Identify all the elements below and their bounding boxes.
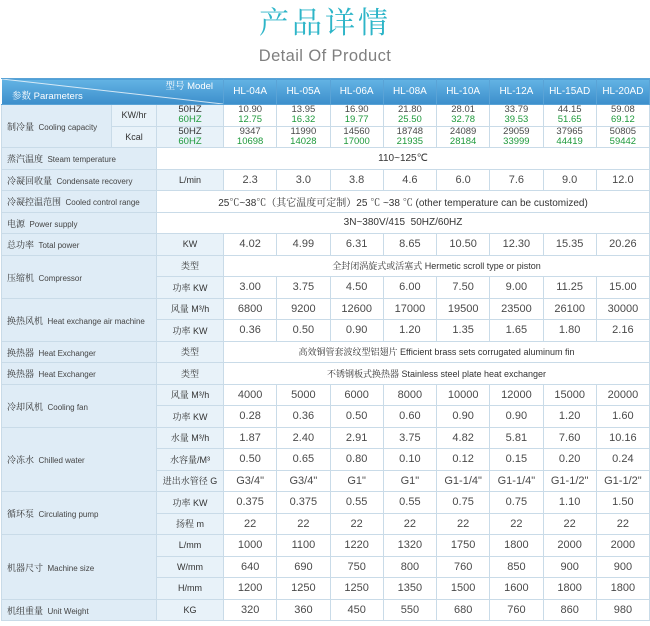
spec-body — [2, 105, 650, 621]
spec-row — [2, 212, 650, 234]
value-cell: 2000 — [596, 535, 649, 557]
param-label — [2, 363, 157, 385]
value-cell — [330, 105, 383, 127]
value-cell: 1200 — [224, 578, 277, 600]
value-cell: 760 — [437, 556, 490, 578]
frequency-50hz: 50HZ — [178, 104, 202, 116]
spec-row — [2, 191, 650, 213]
value-cell: 22 — [330, 513, 383, 535]
value-60hz: 33999 — [503, 135, 530, 147]
value-50hz: 10.90 — [238, 104, 263, 116]
value-cell: 22 — [277, 513, 330, 535]
unit-cell: 功率 KW — [157, 320, 224, 342]
value-50hz: 24089 — [449, 126, 477, 137]
value-cell: 2.16 — [596, 320, 649, 342]
value-cell: 450 — [330, 599, 383, 621]
value-50hz: 37965 — [556, 126, 583, 137]
spec-row — [2, 148, 650, 170]
param-label — [2, 427, 157, 492]
value-cell: 1.35 — [437, 320, 490, 342]
param-label — [2, 234, 157, 256]
model-header-label: 型号 Model — [165, 81, 214, 92]
spanned-value-cell: 110~125℃ — [157, 148, 650, 170]
value-cell: G1" — [383, 470, 436, 492]
value-cell: 0.20 — [543, 449, 596, 471]
value-60hz: 21935 — [396, 135, 424, 147]
param-label-en: Chilled water — [38, 456, 85, 466]
unit-cell: 水量 M³/h — [157, 427, 224, 449]
value-cell: 0.90 — [330, 320, 383, 342]
value-cell: 26100 — [543, 298, 596, 320]
unit-cell: H/mm — [157, 578, 224, 600]
value-cell: 0.10 — [383, 449, 436, 471]
value-cell: 0.60 — [383, 406, 436, 428]
param-label-cn: 机器尺寸 — [7, 562, 44, 573]
model-header: HL-08A — [383, 79, 436, 105]
value-cell: 15.35 — [543, 234, 596, 256]
value-cell: 22 — [596, 513, 649, 535]
value-cell: 1750 — [437, 535, 490, 557]
value-cell: G1" — [330, 470, 383, 492]
value-cell: 4.02 — [224, 234, 277, 256]
spec-row — [2, 384, 650, 406]
unit-cell: 水容量/M³ — [157, 449, 224, 471]
param-label-cn: 换热器 — [7, 369, 35, 380]
value-cell: 19500 — [437, 298, 490, 320]
spec-row — [2, 363, 650, 385]
value-cell: 860 — [543, 599, 596, 621]
model-header: HL-10A — [437, 79, 490, 105]
value-cell — [277, 105, 330, 127]
value-60hz: 44419 — [556, 135, 583, 147]
value-cell: 11.25 — [543, 277, 596, 299]
model-header: HL-04A — [224, 79, 277, 105]
param-label-en: Circulating pump — [38, 510, 99, 519]
param-label — [2, 492, 157, 535]
value-cell: 0.90 — [490, 406, 543, 428]
value-cell — [543, 126, 596, 148]
value-cell — [224, 126, 277, 148]
spec-row — [2, 427, 650, 449]
param-label-en: Condensate recovery — [56, 176, 133, 186]
value-cell: 0.12 — [437, 449, 490, 471]
param-label-cn: 换热器 — [7, 347, 35, 358]
param-label — [2, 212, 157, 234]
value-cell: 12000 — [490, 384, 543, 406]
value-cell: 12.0 — [596, 169, 649, 191]
value-cell — [596, 126, 649, 148]
value-60hz: 39.53 — [504, 114, 529, 126]
param-label-cn: 换热风机 — [7, 315, 44, 326]
value-cell: 1600 — [490, 578, 543, 600]
value-cell: 2000 — [543, 535, 596, 557]
value-cell: 4.99 — [277, 234, 330, 256]
value-cell: 7.60 — [543, 427, 596, 449]
value-cell: 17000 — [383, 298, 436, 320]
value-cell: 0.375 — [224, 492, 277, 514]
value-cell: 0.65 — [277, 449, 330, 471]
value-cell: 5000 — [277, 384, 330, 406]
value-cell: 22 — [543, 513, 596, 535]
frequency-60hz: 60HZ — [178, 114, 202, 126]
value-cell: 1.20 — [383, 320, 436, 342]
value-cell: 6.31 — [330, 234, 383, 256]
spanned-value-cell: 全封闭涡旋式或活塞式 Hermetic scroll type or piston — [224, 255, 650, 277]
value-cell: 20000 — [596, 384, 649, 406]
param-label-cn: 总功率 — [7, 240, 35, 251]
param-label-en: Steam temperature — [47, 155, 116, 165]
value-60hz: 14028 — [290, 135, 317, 147]
value-50hz: 59.08 — [611, 104, 635, 116]
model-header: HL-20AD — [596, 79, 649, 105]
value-cell — [490, 126, 543, 148]
value-cell: 2.40 — [277, 427, 330, 449]
value-cell: 0.28 — [224, 406, 277, 428]
param-label — [2, 384, 157, 427]
unit-cell: 类型 — [157, 255, 224, 277]
spec-row — [2, 535, 650, 557]
unit-cell: KW — [157, 234, 224, 256]
value-cell: 1.65 — [490, 320, 543, 342]
value-cell: 12.30 — [490, 234, 543, 256]
value-cell: 1.60 — [596, 406, 649, 428]
param-label-cn: 冷凝回收量 — [7, 175, 53, 186]
value-cell: 1250 — [277, 578, 330, 600]
value-60hz: 32.78 — [451, 114, 476, 126]
value-60hz: 59442 — [609, 135, 637, 147]
value-60hz: 17000 — [343, 135, 370, 147]
value-cell: 980 — [596, 599, 649, 621]
value-cell — [277, 126, 330, 148]
value-cell: 3.75 — [277, 277, 330, 299]
spec-row — [2, 599, 650, 621]
value-cell: 1500 — [437, 578, 490, 600]
unit-cell: 扬程 m — [157, 513, 224, 535]
spec-row — [2, 234, 650, 256]
value-cell: 1100 — [277, 535, 330, 557]
page-title: 产品详情 — [259, 6, 391, 41]
unit-cell: 功率 KW — [157, 492, 224, 514]
model-header: HL-05A — [277, 79, 330, 105]
param-label — [2, 599, 157, 621]
value-60hz: 25.50 — [398, 114, 422, 126]
value-cell: G1-1/2" — [596, 470, 649, 492]
page-subtitle: Detail Of Product — [258, 47, 392, 65]
value-cell: 7.50 — [437, 277, 490, 299]
value-cell: 0.36 — [277, 406, 330, 428]
value-cell: 690 — [277, 556, 330, 578]
unit-cell: KG — [157, 599, 224, 621]
spec-row — [2, 298, 650, 320]
spec-row — [2, 255, 650, 277]
value-cell: 0.50 — [224, 449, 277, 471]
spanned-value-cell: 25℃~38℃（其它温度可定制）25 ℃ ~38 ℃ (other temperature can be customized) — [157, 191, 650, 213]
spanned-value-cell: 3N~380V/415 50HZ/60HZ — [157, 212, 650, 234]
value-cell: 900 — [596, 556, 649, 578]
value-cell: 3.75 — [383, 427, 436, 449]
model-header: HL-06A — [330, 79, 383, 105]
model-header: HL-15AD — [543, 79, 596, 105]
param-label-cn: 冷却风机 — [7, 401, 44, 412]
param-label-en: Cooled control range — [65, 198, 140, 208]
value-cell — [437, 105, 490, 127]
value-cell: 3.8 — [330, 169, 383, 191]
unit-cell: 功率 KW — [157, 277, 224, 299]
unit-cell: W/mm — [157, 556, 224, 578]
spanned-value-cell: 高效铜管套波纹型铝翅片 Efficient brass sets corrugated aluminum fin — [224, 341, 650, 363]
value-cell: 10.50 — [437, 234, 490, 256]
param-label-en: Total power — [38, 241, 80, 251]
value-cell: 6000 — [330, 384, 383, 406]
param-label — [2, 148, 157, 170]
value-50hz: 33.79 — [504, 104, 529, 116]
frequency-60hz: 60HZ — [178, 135, 202, 147]
value-cell: 30000 — [596, 298, 649, 320]
unit-cell: KW/hr — [112, 105, 157, 127]
value-cell: 1800 — [490, 535, 543, 557]
value-cell: G3/4" — [277, 470, 330, 492]
value-cell: 760 — [490, 599, 543, 621]
value-cell: 22 — [437, 513, 490, 535]
parameters-header-label: 参数 Parameters — [12, 91, 83, 102]
value-cell: 550 — [383, 599, 436, 621]
value-cell: 0.375 — [277, 492, 330, 514]
value-cell: 800 — [383, 556, 436, 578]
value-cell — [596, 105, 649, 127]
value-cell: 1220 — [330, 535, 383, 557]
value-cell: 1350 — [383, 578, 436, 600]
param-label — [2, 255, 157, 298]
value-cell — [437, 126, 490, 148]
unit-cell: L/mm — [157, 535, 224, 557]
frequency-50hz: 50HZ — [178, 126, 202, 137]
value-cell: 15.00 — [596, 277, 649, 299]
value-cell: 4.6 — [383, 169, 436, 191]
value-cell: 22 — [383, 513, 436, 535]
value-cell: 0.24 — [596, 449, 649, 471]
spanned-value-cell: 不锈钢板式换热器 Stainless steel plate heat exchanger — [224, 363, 650, 385]
value-cell: 360 — [277, 599, 330, 621]
param-label-en: Heat Exchanger — [38, 370, 96, 380]
value-cell: 9.0 — [543, 169, 596, 191]
param-label-en: Machine size — [47, 563, 95, 573]
value-cell: 3.00 — [224, 277, 277, 299]
value-50hz: 29059 — [503, 126, 530, 137]
spec-row — [2, 105, 650, 127]
param-label-cn: 压缩机 — [7, 272, 35, 283]
value-cell: 6.00 — [383, 277, 436, 299]
value-cell: 0.55 — [383, 492, 436, 514]
value-cell: 12600 — [330, 298, 383, 320]
value-cell: G1-1/4" — [437, 470, 490, 492]
value-cell: G1-1/2" — [543, 470, 596, 492]
spec-row — [2, 492, 650, 514]
value-cell: 22 — [224, 513, 277, 535]
value-50hz: 50805 — [609, 126, 637, 137]
value-cell: 680 — [437, 599, 490, 621]
unit-cell: 类型 — [157, 341, 224, 363]
value-50hz: 13.95 — [291, 104, 316, 116]
value-cell: 1250 — [330, 578, 383, 600]
param-label-cn: 冷凝控温范围 — [7, 197, 62, 208]
value-cell: 20.26 — [596, 234, 649, 256]
value-cell: 0.75 — [437, 492, 490, 514]
header-row — [2, 79, 650, 105]
value-cell: 1800 — [543, 578, 596, 600]
value-60hz: 51.65 — [557, 114, 582, 126]
value-cell: 0.90 — [437, 406, 490, 428]
param-label-cn: 电源 — [7, 218, 26, 229]
value-cell — [224, 105, 277, 127]
param-label-en: Cooling capacity — [38, 123, 98, 132]
value-50hz: 14560 — [343, 126, 370, 137]
param-label-en: Power supply — [29, 219, 78, 229]
value-cell: 3.0 — [277, 169, 330, 191]
value-60hz: 16.32 — [291, 114, 316, 126]
value-cell: 850 — [490, 556, 543, 578]
param-label — [2, 535, 157, 600]
header-corner — [2, 79, 224, 105]
value-cell: 1800 — [596, 578, 649, 600]
param-label — [2, 341, 157, 363]
value-cell: 4.50 — [330, 277, 383, 299]
unit-cell: 风量 M³/h — [157, 384, 224, 406]
frequency-cell — [157, 105, 224, 127]
value-50hz: 18748 — [396, 126, 424, 137]
value-50hz: 44.15 — [557, 104, 582, 116]
value-cell: 320 — [224, 599, 277, 621]
value-cell: 23500 — [490, 298, 543, 320]
value-60hz: 12.75 — [238, 114, 263, 126]
value-cell: 1.20 — [543, 406, 596, 428]
param-label — [2, 169, 157, 191]
value-cell: 9.00 — [490, 277, 543, 299]
value-cell: 0.15 — [490, 449, 543, 471]
model-header: HL-12A — [490, 79, 543, 105]
value-60hz: 28184 — [449, 135, 477, 147]
value-60hz: 10698 — [236, 135, 264, 147]
param-label — [2, 191, 157, 213]
value-cell: 2.3 — [224, 169, 277, 191]
value-cell — [383, 126, 436, 148]
param-label — [2, 105, 112, 148]
value-cell: 4.82 — [437, 427, 490, 449]
value-cell — [543, 105, 596, 127]
value-cell: 1320 — [383, 535, 436, 557]
spec-table — [1, 78, 650, 621]
param-label-en: Heat Exchanger — [38, 348, 96, 358]
param-label-cn: 蒸汽温度 — [7, 154, 44, 165]
value-cell: 0.75 — [490, 492, 543, 514]
param-label-cn: 机组重量 — [7, 605, 44, 616]
value-cell: 8.65 — [383, 234, 436, 256]
param-label-en: Unit Weight — [47, 606, 89, 616]
param-label-en: Heat exchange air machine — [47, 316, 145, 326]
value-cell: 1.80 — [543, 320, 596, 342]
value-cell: 0.80 — [330, 449, 383, 471]
value-cell: 1.87 — [224, 427, 277, 449]
value-cell: G1-1/4" — [490, 470, 543, 492]
unit-cell: 风量 M³/h — [157, 298, 224, 320]
value-cell: 900 — [543, 556, 596, 578]
param-label-en: Cooling fan — [47, 402, 88, 412]
param-label-cn: 制冷量 — [7, 122, 35, 132]
unit-cell: Kcal — [112, 126, 157, 148]
param-label-en: Compressor — [38, 273, 83, 283]
spec-row — [2, 169, 650, 191]
value-50hz: 16.90 — [344, 104, 369, 116]
value-cell — [383, 105, 436, 127]
unit-cell: 类型 — [157, 363, 224, 385]
frequency-cell — [157, 126, 224, 148]
value-cell: G3/4" — [224, 470, 277, 492]
value-cell: 9200 — [277, 298, 330, 320]
value-cell: 640 — [224, 556, 277, 578]
value-60hz: 19.77 — [344, 114, 369, 126]
value-cell — [330, 126, 383, 148]
value-cell: 1.50 — [596, 492, 649, 514]
value-cell: 8000 — [383, 384, 436, 406]
unit-cell: L/min — [157, 169, 224, 191]
unit-cell: 功率 KW — [157, 406, 224, 428]
value-60hz: 69.12 — [611, 114, 635, 126]
value-cell: 15000 — [543, 384, 596, 406]
value-cell: 5.81 — [490, 427, 543, 449]
value-cell: 0.55 — [330, 492, 383, 514]
value-cell: 6.0 — [437, 169, 490, 191]
value-cell: 22 — [490, 513, 543, 535]
value-cell: 0.50 — [330, 406, 383, 428]
value-cell: 1000 — [224, 535, 277, 557]
value-cell: 750 — [330, 556, 383, 578]
value-cell: 4000 — [224, 384, 277, 406]
value-cell: 10.16 — [596, 427, 649, 449]
value-cell: 2.91 — [330, 427, 383, 449]
value-50hz: 21.80 — [398, 104, 422, 116]
unit-cell: 进出水管径 G — [157, 470, 224, 492]
value-cell: 0.36 — [224, 320, 277, 342]
param-label — [2, 298, 157, 341]
value-cell — [490, 105, 543, 127]
value-cell: 0.50 — [277, 320, 330, 342]
value-50hz: 28.01 — [451, 104, 476, 116]
value-cell: 1.10 — [543, 492, 596, 514]
value-cell: 7.6 — [490, 169, 543, 191]
value-cell: 10000 — [437, 384, 490, 406]
value-50hz: 9347 — [239, 126, 261, 137]
value-cell: 6800 — [224, 298, 277, 320]
value-50hz: 11990 — [290, 126, 317, 137]
header-corner-box — [2, 79, 223, 104]
spec-row — [2, 341, 650, 363]
param-label-cn: 循环泵 — [7, 509, 35, 519]
param-label-cn: 冷冻水 — [7, 455, 35, 466]
